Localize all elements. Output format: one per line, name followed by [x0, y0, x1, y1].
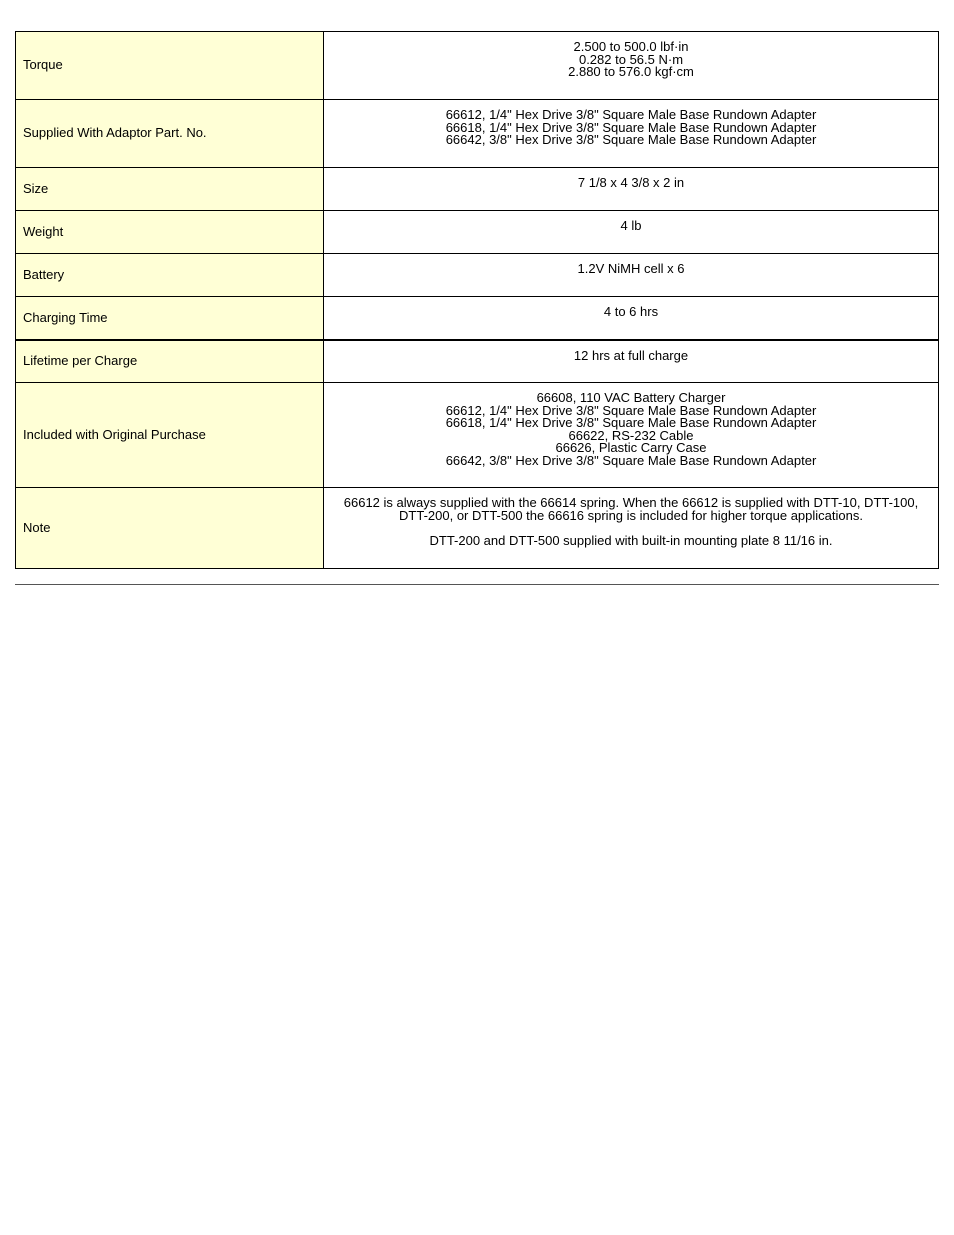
spec-value	[324, 211, 939, 254]
spec-row-weight	[16, 211, 939, 254]
spec-value-line: 66642, 3/8" Hex Drive 3/8" Square Male Base Rundown Adapter	[445, 452, 817, 468]
note-paragraph: 66612 is always supplied with the 66614 spring. When the 66612 is supplied with DTT-10, DTT-100, DTT-200, or DTT-500 the 66616 spring is included for higher torque applications.	[343, 495, 919, 523]
spec-label: Weight	[16, 211, 324, 254]
spec-value-line: 66612, 1/4" Hex Drive 3/8" Square Male Base Rundown Adapter	[445, 107, 817, 122]
spec-value-line: 66612, 1/4" Hex Drive 3/8" Square Male Base Rundown Adapter	[445, 402, 817, 418]
spec-row-charging-time	[16, 297, 939, 340]
spec-value	[324, 100, 939, 168]
spec-value	[324, 32, 939, 100]
spec-value-line: 2.880 to 576.0 kgf·cm	[568, 64, 694, 79]
spec-value-line: 1.2V NiMH cell x 6	[577, 261, 685, 276]
spec-value	[324, 383, 939, 488]
spec-row-lifetime	[16, 340, 939, 383]
spec-value	[324, 254, 939, 297]
spec-row-torque	[16, 32, 939, 100]
spec-value	[324, 340, 939, 383]
spec-label: Included with Original Purchase	[16, 383, 324, 488]
spec-label: Note	[16, 488, 324, 569]
spec-row-size	[16, 168, 939, 211]
spec-value-line: 7 1/8 x 4 3/8 x 2 in	[577, 175, 685, 190]
spec-value-line: 66626, Plastic Carry Case	[555, 440, 707, 455]
spec-value-line: 66618, 1/4" Hex Drive 3/8" Square Male Base Rundown Adapter	[445, 119, 817, 135]
spec-value-line: 4 to 6 hrs	[603, 304, 659, 319]
spec-value-line: 66608, 110 VAC Battery Charger	[536, 390, 726, 405]
spec-value	[324, 297, 939, 340]
spec-label: Lifetime per Charge	[16, 340, 324, 383]
spec-value-line: 2.500 to 500.0 lbf·in	[573, 39, 689, 54]
horizontal-divider	[15, 584, 939, 585]
spec-value-line: 66618, 1/4" Hex Drive 3/8" Square Male Base Rundown Adapter	[445, 415, 817, 430]
spec-table	[15, 31, 939, 569]
spec-label: Charging Time	[16, 297, 324, 340]
spec-label: Supplied With Adaptor Part. No.	[16, 100, 324, 168]
spec-value-line: 0.282 to 56.5 N·m	[578, 51, 684, 67]
spec-value	[324, 168, 939, 211]
note-paragraph: DTT-200 and DTT-500 supplied with built-in mounting plate 8 11/16 in.	[429, 532, 833, 548]
spec-label: Size	[16, 168, 324, 211]
spec-value-line: 66642, 3/8" Hex Drive 3/8" Square Male Base Rundown Adapter	[445, 132, 817, 147]
spec-row-included	[16, 383, 939, 488]
spec-value	[324, 488, 939, 569]
spec-label: Torque	[16, 32, 324, 100]
spec-value-line: 4 lb	[620, 218, 642, 233]
spec-label: Battery	[16, 254, 324, 297]
spec-value-line: 66622, RS-232 Cable	[568, 427, 694, 443]
spec-row-battery	[16, 254, 939, 297]
spec-row-adaptor	[16, 100, 939, 168]
spec-value-line: 12 hrs at full charge	[573, 347, 689, 363]
spec-row-note	[16, 488, 939, 569]
